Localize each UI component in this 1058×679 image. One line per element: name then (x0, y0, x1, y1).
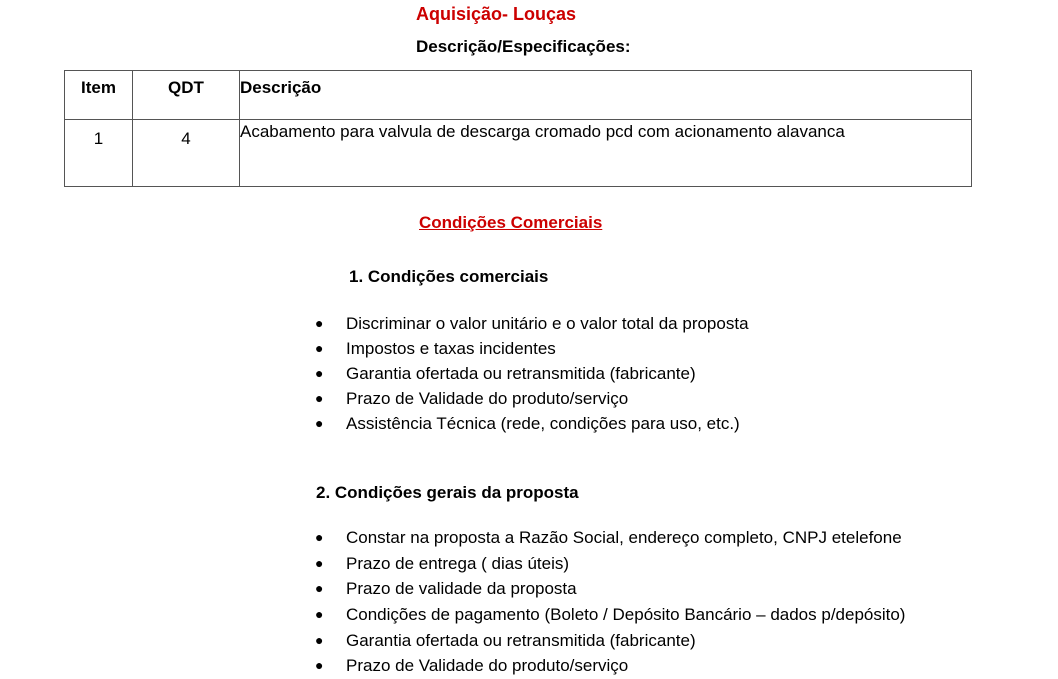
commercial-conditions-heading: Condições Comerciais (419, 213, 603, 232)
bullet-icon: ● (315, 340, 324, 356)
list-item-text: Prazo de validade da proposta (346, 579, 577, 599)
list-item (312, 525, 905, 551)
section2-list (312, 525, 905, 679)
list-item (312, 411, 749, 436)
section2-title: 2. Condições gerais da proposta (316, 483, 579, 502)
list-item-text: Discriminar o valor unitário e o valor total da proposta (346, 314, 749, 333)
bullet-icon: ● (315, 415, 324, 431)
list-item-text: Impostos e taxas incidentes (346, 339, 556, 358)
bullet-icon: ● (315, 631, 324, 648)
list-item-text: Garantia ofertada ou retransmitida (fabricante) (346, 364, 696, 383)
bullet-icon: ● (315, 365, 324, 381)
bullet-icon: ● (315, 390, 324, 406)
list-item (312, 628, 905, 654)
list-item (312, 551, 905, 577)
cell-qdt: 4 (133, 120, 240, 187)
list-item-text: Prazo de Validade do produto/serviço (346, 389, 629, 408)
list-item-text: Garantia ofertada ou retransmitida (fabricante) (346, 630, 696, 650)
cell-descricao: Acabamento para valvula de descarga cromado pcd com acionamento alavanca (240, 120, 972, 187)
list-item-text: Constar na proposta a Razão Social, endereço completo, CNPJ etelefone (346, 528, 902, 547)
list-item-text: Prazo de entrega ( dias úteis) (346, 553, 570, 573)
section1-title: 1. Condições comerciais (349, 267, 549, 286)
bullet-icon: ● (315, 529, 324, 545)
header-qdt: QDT (133, 71, 240, 120)
bullet-icon: ● (315, 315, 324, 331)
document-title: Aquisição- Louças (416, 4, 577, 24)
cell-item: 1 (65, 120, 133, 187)
list-item (312, 311, 749, 336)
list-item-text: Condições de pagamento (Boleto / Depósito Bancário – dados p/depósito) (346, 605, 906, 625)
bullet-icon: ● (315, 606, 324, 623)
list-item (312, 361, 749, 386)
list-item (312, 576, 905, 602)
list-item-text: Prazo de Validade do produto/serviço (346, 656, 629, 676)
bullet-icon: ● (315, 554, 324, 571)
list-item (312, 653, 905, 679)
list-item (312, 602, 905, 628)
header-item: Item (65, 71, 133, 120)
header-descricao: Descrição (240, 71, 972, 120)
bullet-icon: ● (315, 657, 324, 674)
table-row (65, 120, 972, 187)
bullet-icon: ● (315, 580, 324, 597)
table-header-row (65, 71, 972, 120)
list-item (312, 336, 749, 361)
items-table (64, 70, 972, 187)
list-item-text: Assistência Técnica (rede, condições para uso, etc.) (346, 414, 740, 433)
document-subtitle: Descrição/Especificações: (416, 37, 631, 56)
list-item (312, 386, 749, 411)
section1-list (312, 311, 749, 436)
